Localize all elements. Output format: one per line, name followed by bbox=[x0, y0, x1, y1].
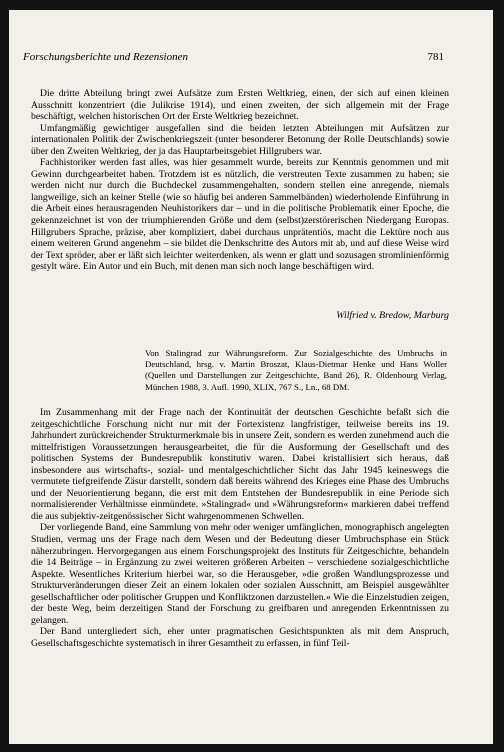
review-1-paragraph: Umfangmäßig gewichtiger ausgefallen sind die beiden letzten Abteilungen mit Aufsätzen zur internationalen Politik der Zwischenkriegszeit (unter besonderer Betonung der Rolle Deutschlands) sowie über den Zweiten Weltkrieg, der ja das Hauptarbeitsgebiet Hillgrubers war. bbox=[31, 122, 449, 157]
review-1-paragraph: Fachhistoriker werden fast alles, was hier gesammelt wurde, bereits zur Kenntnis genommen und mit Gewinn durchgearbeitet haben. Trotzdem ist es nützlich, die verstreuten Texte zusammen zu haben; sie werden nicht nur durch die Buchdeckel zusammengehalten, sondern stellen eine anregende, niemals langweilige, sich an keiner Stelle (wie so häufig bei anderen Sammelbänden) wiederholende Einführung in die Arbeit eines herausragenden Neuhistorikers dar – und in die politische Problematik einer Epoche, die gekennzeichnet ist von der triumphierenden Größe und dem (selbst)zerstörerischen Niedergang Europas. Hillgrubers Sprache, präzise, aber kompliziert, dabei durchaus unprätentiös, macht die Lektüre noch aus einem weiteren Grund angenehm – sie bildet die Denkschritte des Autors mit ab, und auf diese Weise wird der Text spröder, aber er läßt sich leichter weiterdenken, als wenn er glatt und sozusagen stromlinienförmig gestylt wäre. Ein Autor und ein Buch, mit denen man sich noch lange beschäftigen wird. bbox=[31, 157, 449, 273]
review-2-paragraph: Der Band untergliedert sich, eher unter pragmatischen Gesichtspunkten als mit dem Anspruch, Gesellschaftsgeschichte systematisch in ihrer Gesamtheit zu erfassen, in fünf Teil- bbox=[31, 626, 449, 649]
review-1-signature: Wilfried v. Bredow, Marburg bbox=[336, 310, 449, 321]
page-number: 781 bbox=[427, 51, 444, 63]
review-2-bibliography bbox=[145, 348, 447, 393]
running-head bbox=[23, 50, 444, 64]
review-2-paragraph: Der vorliegende Band, eine Sammlung von mehr oder weniger umfänglichen, monographisch angelegten Studien, vermag uns der Frage nach dem Wesen und der Bedeutung dieser Umbruchsphase ein Stück näherzubringen. Hervorgegangen aus einem Forschungsprojekt des Instituts für Zeitgeschichte, behandeln die 14 Beiträge – in Ergänzung zu zwei weiteren größeren Arbeiten – verschiedene sozialgeschichtliche Aspekte. Wesentliches Kriterium hierbei war, so die Herausgeber, »die großen Wandlungsprozesse und Strukturveränderungen dieser Zeit an einem lokalen oder sozialen Ausschnitt, am Beispiel ausgewählter gesellschaftlicher oder politischer Gruppen und Konfliktzonen darzustellen.« Wie die Einzelstudien zeigen, der beste Weg, beim derzeitigen Stand der Forschung zu greifbaren und anregenden Erkenntnissen zu gelangen. bbox=[31, 522, 449, 626]
review-1-body bbox=[31, 88, 449, 273]
review-1-paragraph: Die dritte Abteilung bringt zwei Aufsätze zum Ersten Weltkrieg, einen, der sich auf einen kleinen Ausschnitt konzentriert (die Julikrise 1914), und einen zweiten, der sich allgemein mit der Frage beschäftigt, welchen historischen Ort der Erste Weltkrieg bezeichnet. bbox=[31, 88, 449, 123]
bibliography-entry: Von Stalingrad zur Währungsreform. Zur Sozialgeschichte des Umbruchs in Deutschland, hrsg. v. Martin Broszat, Klaus-Dietmar Henke und Hans Woller (Quellen und Darstellungen zur Zeitgeschichte, Band 26), R. Oldenbourg Verlag, München 1988, 3. Aufl. 1990, XLIX, 767 S., Ln., 68 DM. bbox=[145, 348, 447, 392]
review-2-body bbox=[31, 407, 449, 649]
running-head-title: Forschungsberichte und Rezensionen bbox=[23, 51, 188, 63]
review-2-paragraph: Im Zusammenhang mit der Frage nach der Kontinuität der deutschen Geschichte befaßt sich die zeitgeschichtliche Forschung nicht nur mit der Fortexistenz langfristiger, teilweise bereits ins 19. Jahrhundert zurückreichender Strukturmerkmale bis in unsere Zeit, sondern es werden zunehmend auch die mittelfristigen Voraussetzungen herausgearbeitet, die für die Ausformung der Gesellschaft und des politischen Systems der Bundesrepublik konstitutiv waren. Dabei kristallisiert sich heraus, daß insbesondere aus wirtschafts-, sozial- und mentalgeschichtlicher Sicht das Jahr 1945 keineswegs die vermutete tiefgreifende Zäsur darstellt, sondern daß bereits während des Krieges eine Phase des Umbruchs und der Neuorientierung begann, die erst mit dem Entstehen der Bundesrepublik in eine Periode sich normalisierender Verhältnisse einmündete. »Stalingrad« und »Währungsreform« markieren dabei treffend die aus subjektiv-zeitgenössischer Sicht wahrgenommenen Schwellen. bbox=[31, 407, 449, 522]
